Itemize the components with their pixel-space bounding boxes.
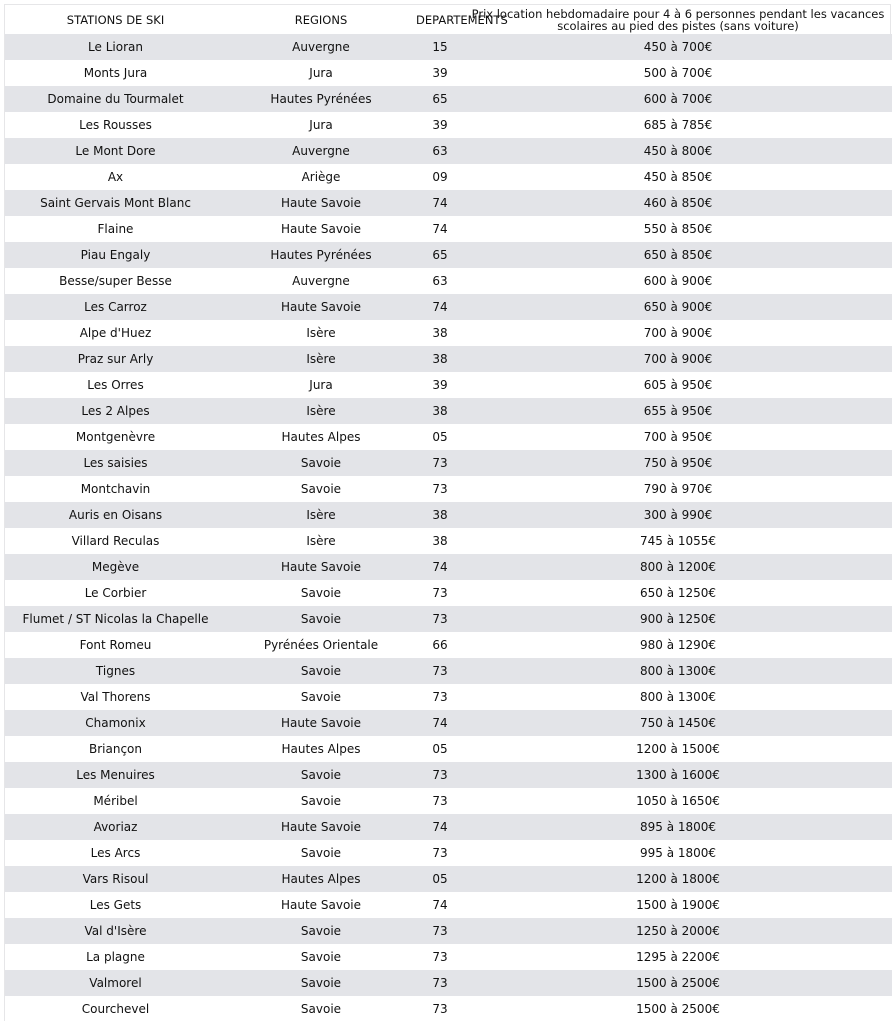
cell-station: Tignes — [5, 658, 226, 684]
cell-prix: 1500 à 2500€ — [464, 996, 892, 1022]
cell-region: Pyrénées Orientale — [226, 632, 416, 658]
cell-prix: 900 à 1250€ — [464, 606, 892, 632]
header-prix: Prix location hebdomadaire pour 4 à 6 personnes pendant les vacances scolaires au pied des pistes (sans voiture) — [471, 6, 885, 33]
cell-region: Savoie — [226, 788, 416, 814]
table-row — [5, 346, 892, 372]
table-row — [5, 996, 892, 1022]
cell-prix: 685 à 785€ — [464, 112, 892, 138]
cell-region: Savoie — [226, 476, 416, 502]
cell-departement: 66 — [416, 632, 464, 658]
table-row — [5, 814, 892, 840]
cell-prix: 600 à 700€ — [464, 86, 892, 112]
table-row — [5, 684, 892, 710]
cell-departement: 74 — [416, 554, 464, 580]
table-row — [5, 606, 892, 632]
table-row — [5, 450, 892, 476]
table-row — [5, 866, 892, 892]
cell-station: Flumet / ST Nicolas la Chapelle — [5, 606, 226, 632]
cell-station: Monts Jura — [5, 60, 226, 86]
cell-prix: 700 à 900€ — [464, 346, 892, 372]
table-row — [5, 944, 892, 970]
cell-region: Savoie — [226, 840, 416, 866]
cell-station: Briançon — [5, 736, 226, 762]
cell-region: Haute Savoie — [226, 294, 416, 320]
table-row — [5, 840, 892, 866]
cell-departement: 15 — [416, 34, 464, 60]
cell-prix: 655 à 950€ — [464, 398, 892, 424]
ski-stations-table — [5, 5, 892, 1022]
cell-station: Le Corbier — [5, 580, 226, 606]
cell-prix: 700 à 900€ — [464, 320, 892, 346]
table-row — [5, 164, 892, 190]
table-row — [5, 320, 892, 346]
cell-station: Vars Risoul — [5, 866, 226, 892]
table-row — [5, 242, 892, 268]
cell-region: Hautes Alpes — [226, 736, 416, 762]
cell-departement: 38 — [416, 346, 464, 372]
cell-prix: 1500 à 2500€ — [464, 970, 892, 996]
table-row — [5, 554, 892, 580]
table-row — [5, 918, 892, 944]
table-row — [5, 294, 892, 320]
table-row — [5, 528, 892, 554]
cell-station: Val Thorens — [5, 684, 226, 710]
cell-region: Jura — [226, 372, 416, 398]
table-row — [5, 658, 892, 684]
cell-departement: 38 — [416, 398, 464, 424]
cell-departement: 63 — [416, 138, 464, 164]
cell-prix: 550 à 850€ — [464, 216, 892, 242]
table-row — [5, 34, 892, 60]
cell-station: Courchevel — [5, 996, 226, 1022]
cell-region: Isère — [226, 502, 416, 528]
cell-region: Hautes Pyrénées — [226, 242, 416, 268]
cell-station: Villard Reculas — [5, 528, 226, 554]
cell-region: Haute Savoie — [226, 892, 416, 918]
cell-departement: 39 — [416, 112, 464, 138]
cell-region: Savoie — [226, 580, 416, 606]
cell-prix: 1200 à 1500€ — [464, 736, 892, 762]
cell-prix: 1200 à 1800€ — [464, 866, 892, 892]
cell-departement: 38 — [416, 528, 464, 554]
cell-departement: 73 — [416, 450, 464, 476]
cell-prix: 800 à 1200€ — [464, 554, 892, 580]
cell-prix: 895 à 1800€ — [464, 814, 892, 840]
cell-prix: 995 à 1800€ — [464, 840, 892, 866]
table-row — [5, 632, 892, 658]
cell-prix: 1295 à 2200€ — [464, 944, 892, 970]
table-row — [5, 892, 892, 918]
table-row — [5, 710, 892, 736]
cell-station: La plagne — [5, 944, 226, 970]
cell-prix: 1250 à 2000€ — [464, 918, 892, 944]
cell-departement: 74 — [416, 216, 464, 242]
cell-station: Les Rousses — [5, 112, 226, 138]
cell-region: Auvergne — [226, 34, 416, 60]
cell-departement: 73 — [416, 996, 464, 1022]
table-row — [5, 86, 892, 112]
cell-station: Alpe d'Huez — [5, 320, 226, 346]
cell-departement: 38 — [416, 502, 464, 528]
cell-region: Haute Savoie — [226, 814, 416, 840]
cell-station: Megève — [5, 554, 226, 580]
cell-station: Avoriaz — [5, 814, 226, 840]
cell-departement: 05 — [416, 424, 464, 450]
cell-prix: 700 à 950€ — [464, 424, 892, 450]
cell-station: Domaine du Tourmalet — [5, 86, 226, 112]
cell-region: Savoie — [226, 450, 416, 476]
cell-prix: 650 à 850€ — [464, 242, 892, 268]
cell-prix: 600 à 900€ — [464, 268, 892, 294]
cell-region: Savoie — [226, 606, 416, 632]
table-row — [5, 190, 892, 216]
cell-station: Montgenèvre — [5, 424, 226, 450]
cell-departement: 39 — [416, 372, 464, 398]
cell-departement: 74 — [416, 892, 464, 918]
cell-prix: 790 à 970€ — [464, 476, 892, 502]
cell-departement: 73 — [416, 918, 464, 944]
cell-departement: 65 — [416, 242, 464, 268]
cell-station: Val d'Isère — [5, 918, 226, 944]
cell-prix: 450 à 800€ — [464, 138, 892, 164]
cell-departement: 73 — [416, 606, 464, 632]
cell-departement: 38 — [416, 320, 464, 346]
cell-departement: 73 — [416, 658, 464, 684]
cell-prix: 650 à 900€ — [464, 294, 892, 320]
cell-prix: 980 à 1290€ — [464, 632, 892, 658]
cell-region: Savoie — [226, 762, 416, 788]
cell-region: Isère — [226, 398, 416, 424]
header-station: STATIONS DE SKI — [66, 12, 165, 27]
cell-station: Les saisies — [5, 450, 226, 476]
cell-region: Savoie — [226, 918, 416, 944]
table-row — [5, 138, 892, 164]
cell-region: Savoie — [226, 944, 416, 970]
cell-departement: 73 — [416, 788, 464, 814]
cell-region: Savoie — [226, 970, 416, 996]
cell-region: Savoie — [226, 684, 416, 710]
cell-station: Montchavin — [5, 476, 226, 502]
table-row — [5, 60, 892, 86]
cell-region: Haute Savoie — [226, 710, 416, 736]
cell-prix: 605 à 950€ — [464, 372, 892, 398]
table-row — [5, 580, 892, 606]
cell-region: Isère — [226, 346, 416, 372]
table-row — [5, 424, 892, 450]
cell-station: Les Carroz — [5, 294, 226, 320]
cell-station: Font Romeu — [5, 632, 226, 658]
cell-prix: 1500 à 1900€ — [464, 892, 892, 918]
cell-station: Valmorel — [5, 970, 226, 996]
table-row — [5, 268, 892, 294]
cell-station: Piau Engaly — [5, 242, 226, 268]
cell-departement: 05 — [416, 866, 464, 892]
cell-station: Flaine — [5, 216, 226, 242]
cell-station: Les Orres — [5, 372, 226, 398]
cell-departement: 63 — [416, 268, 464, 294]
cell-prix: 460 à 850€ — [464, 190, 892, 216]
cell-departement: 73 — [416, 840, 464, 866]
cell-prix: 1050 à 1650€ — [464, 788, 892, 814]
cell-station: Besse/super Besse — [5, 268, 226, 294]
cell-region: Auvergne — [226, 268, 416, 294]
cell-prix: 450 à 700€ — [464, 34, 892, 60]
cell-departement: 73 — [416, 476, 464, 502]
table-row — [5, 502, 892, 528]
cell-prix: 450 à 850€ — [464, 164, 892, 190]
cell-departement: 73 — [416, 970, 464, 996]
cell-station: Les Arcs — [5, 840, 226, 866]
cell-prix: 500 à 700€ — [464, 60, 892, 86]
cell-region: Jura — [226, 112, 416, 138]
table-row — [5, 762, 892, 788]
cell-region: Jura — [226, 60, 416, 86]
cell-region: Hautes Alpes — [226, 866, 416, 892]
table-row — [5, 216, 892, 242]
cell-region: Haute Savoie — [226, 216, 416, 242]
cell-station: Les Gets — [5, 892, 226, 918]
ski-stations-table-container — [4, 4, 891, 1021]
table-row — [5, 398, 892, 424]
cell-station: Le Mont Dore — [5, 138, 226, 164]
cell-departement: 73 — [416, 762, 464, 788]
cell-prix: 750 à 950€ — [464, 450, 892, 476]
cell-departement: 39 — [416, 60, 464, 86]
cell-prix: 1300 à 1600€ — [464, 762, 892, 788]
table-row — [5, 970, 892, 996]
table-row — [5, 112, 892, 138]
cell-region: Savoie — [226, 658, 416, 684]
table-row — [5, 736, 892, 762]
cell-region: Isère — [226, 320, 416, 346]
header-row — [5, 5, 892, 34]
cell-region: Hautes Pyrénées — [226, 86, 416, 112]
cell-region: Haute Savoie — [226, 190, 416, 216]
cell-region: Haute Savoie — [226, 554, 416, 580]
cell-station: Les Menuires — [5, 762, 226, 788]
cell-departement: 09 — [416, 164, 464, 190]
cell-departement: 73 — [416, 580, 464, 606]
cell-region: Isère — [226, 528, 416, 554]
cell-prix: 800 à 1300€ — [464, 684, 892, 710]
cell-region: Auvergne — [226, 138, 416, 164]
header-departement: DEPARTEMENTS — [416, 12, 508, 27]
cell-prix: 650 à 1250€ — [464, 580, 892, 606]
cell-prix: 750 à 1450€ — [464, 710, 892, 736]
cell-departement: 74 — [416, 710, 464, 736]
table-header — [5, 5, 892, 34]
cell-station: Ax — [5, 164, 226, 190]
cell-departement: 73 — [416, 684, 464, 710]
cell-region: Ariège — [226, 164, 416, 190]
cell-region: Savoie — [226, 996, 416, 1022]
cell-departement: 65 — [416, 86, 464, 112]
cell-station: Chamonix — [5, 710, 226, 736]
header-region: REGIONS — [294, 12, 348, 27]
cell-station: Les 2 Alpes — [5, 398, 226, 424]
cell-departement: 74 — [416, 814, 464, 840]
cell-departement: 73 — [416, 944, 464, 970]
cell-station: Praz sur Arly — [5, 346, 226, 372]
cell-region: Hautes Alpes — [226, 424, 416, 450]
table-row — [5, 788, 892, 814]
cell-prix: 300 à 990€ — [464, 502, 892, 528]
cell-station: Méribel — [5, 788, 226, 814]
cell-station: Auris en Oisans — [5, 502, 226, 528]
cell-departement: 74 — [416, 294, 464, 320]
cell-prix: 800 à 1300€ — [464, 658, 892, 684]
table-body — [5, 34, 892, 1022]
table-row — [5, 476, 892, 502]
cell-departement: 05 — [416, 736, 464, 762]
table-row — [5, 372, 892, 398]
cell-departement: 74 — [416, 190, 464, 216]
cell-prix: 745 à 1055€ — [464, 528, 892, 554]
cell-station: Saint Gervais Mont Blanc — [5, 190, 226, 216]
cell-station: Le Lioran — [5, 34, 226, 60]
